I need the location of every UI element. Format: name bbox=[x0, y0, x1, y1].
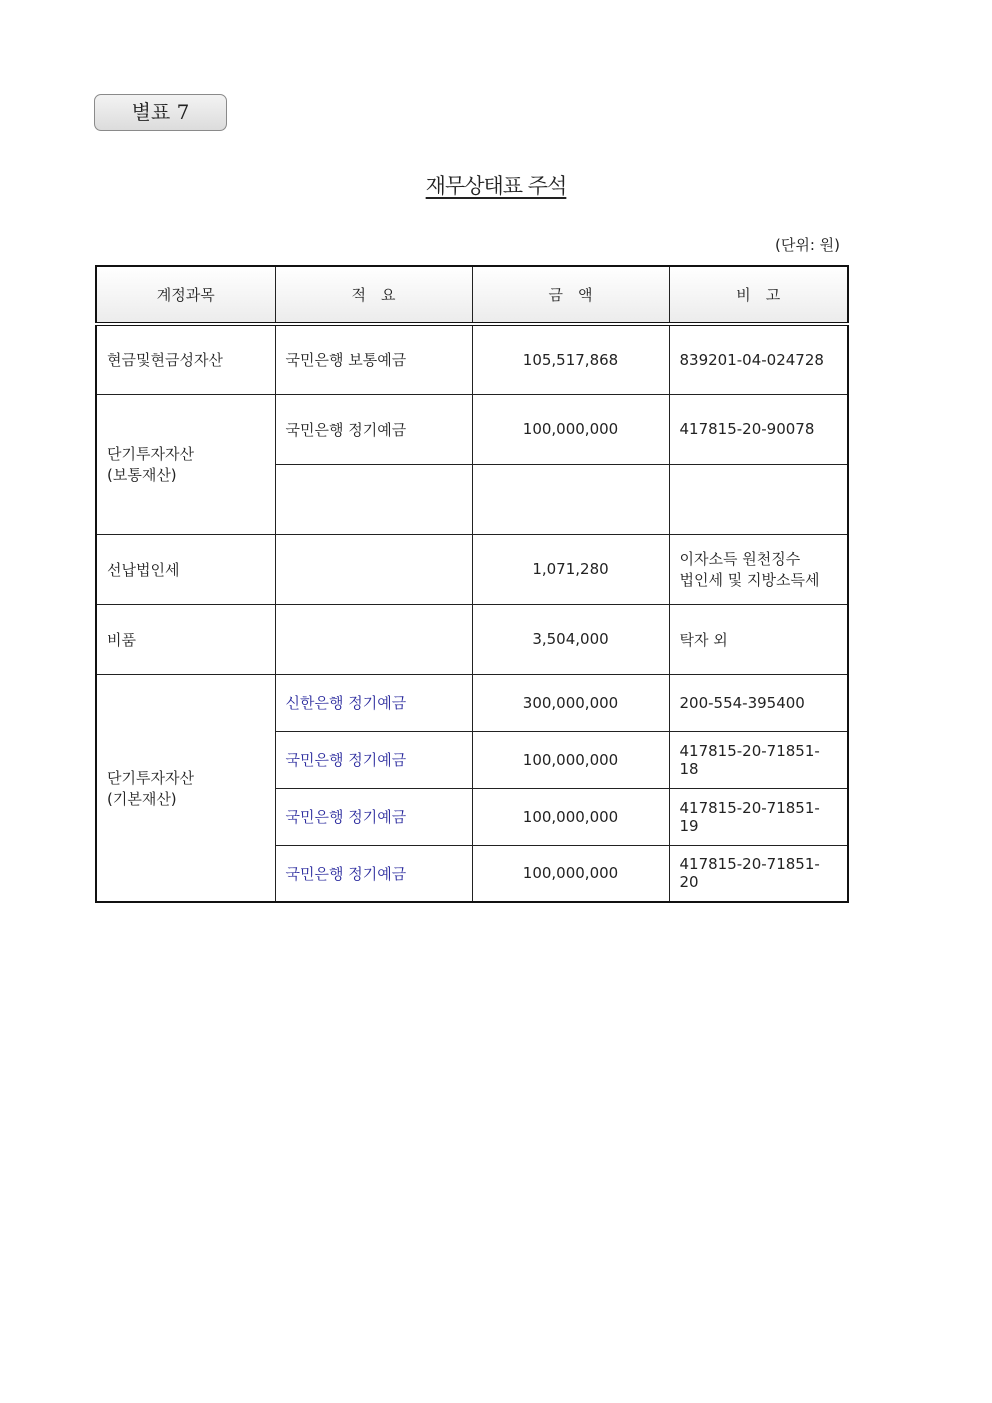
document-title-text: 재무상태표 주석 bbox=[425, 174, 567, 198]
account-cell: 현금및현금성자산 bbox=[96, 324, 275, 394]
account-cell bbox=[96, 674, 275, 902]
column-header-summary: 적 요 bbox=[275, 266, 472, 324]
amount-cell: 100,000,000 bbox=[472, 845, 669, 902]
column-header-account: 계정과목 bbox=[96, 266, 275, 324]
account-line: (기본재산) bbox=[107, 789, 177, 808]
amount-cell: 300,000,000 bbox=[472, 674, 669, 731]
table-row bbox=[96, 394, 848, 464]
appendix-tag: 별표 7 bbox=[94, 94, 227, 131]
note-cell bbox=[669, 534, 848, 604]
summary-cell: 국민은행 정기예금 bbox=[275, 788, 472, 845]
note-cell-empty bbox=[669, 464, 848, 534]
note-cell: 839201-04-024728 bbox=[669, 324, 848, 394]
note-line: 이자소득 원천징수 bbox=[679, 550, 801, 568]
amount-cell-empty bbox=[472, 464, 669, 534]
table-row bbox=[96, 674, 848, 731]
summary-cell: 국민은행 정기예금 bbox=[275, 731, 472, 788]
column-header-note: 비 고 bbox=[669, 266, 848, 324]
account-line: (보통재산) bbox=[107, 466, 177, 484]
table-row bbox=[96, 604, 848, 674]
summary-cell-empty bbox=[275, 534, 472, 604]
summary-cell-empty bbox=[275, 464, 472, 534]
amount-cell: 1,071,280 bbox=[472, 534, 669, 604]
account-line: 단기투자자산 bbox=[107, 768, 194, 787]
summary-cell: 신한은행 정기예금 bbox=[275, 674, 472, 731]
note-cell: 417815-20-71851-20 bbox=[669, 845, 848, 902]
account-cell: 선납법인세 bbox=[96, 534, 275, 604]
account-line: 단기투자자산 bbox=[107, 445, 194, 463]
note-cell: 417815-20-71851-18 bbox=[669, 731, 848, 788]
note-cell: 417815-20-90078 bbox=[669, 394, 848, 464]
financial-notes-table bbox=[95, 265, 849, 903]
amount-cell: 100,000,000 bbox=[472, 731, 669, 788]
summary-cell: 국민은행 정기예금 bbox=[275, 845, 472, 902]
amount-cell: 100,000,000 bbox=[472, 788, 669, 845]
summary-cell: 국민은행 정기예금 bbox=[275, 394, 472, 464]
amount-cell: 105,517,868 bbox=[472, 324, 669, 394]
account-cell: 비품 bbox=[96, 604, 275, 674]
account-cell bbox=[96, 394, 275, 534]
unit-label: (단위: 원) bbox=[775, 236, 840, 254]
table-header-row bbox=[96, 266, 848, 324]
table-row bbox=[96, 534, 848, 604]
note-cell: 417815-20-71851-19 bbox=[669, 788, 848, 845]
amount-cell: 100,000,000 bbox=[472, 394, 669, 464]
column-header-amount: 금 액 bbox=[472, 266, 669, 324]
note-cell: 200-554-395400 bbox=[669, 674, 848, 731]
summary-cell-empty bbox=[275, 604, 472, 674]
document-title bbox=[0, 170, 992, 200]
table-row bbox=[96, 324, 848, 394]
note-line: 법인세 및 지방소득세 bbox=[679, 571, 820, 589]
summary-cell: 국민은행 보통예금 bbox=[275, 324, 472, 394]
amount-cell: 3,504,000 bbox=[472, 604, 669, 674]
note-cell: 탁자 외 bbox=[669, 604, 848, 674]
